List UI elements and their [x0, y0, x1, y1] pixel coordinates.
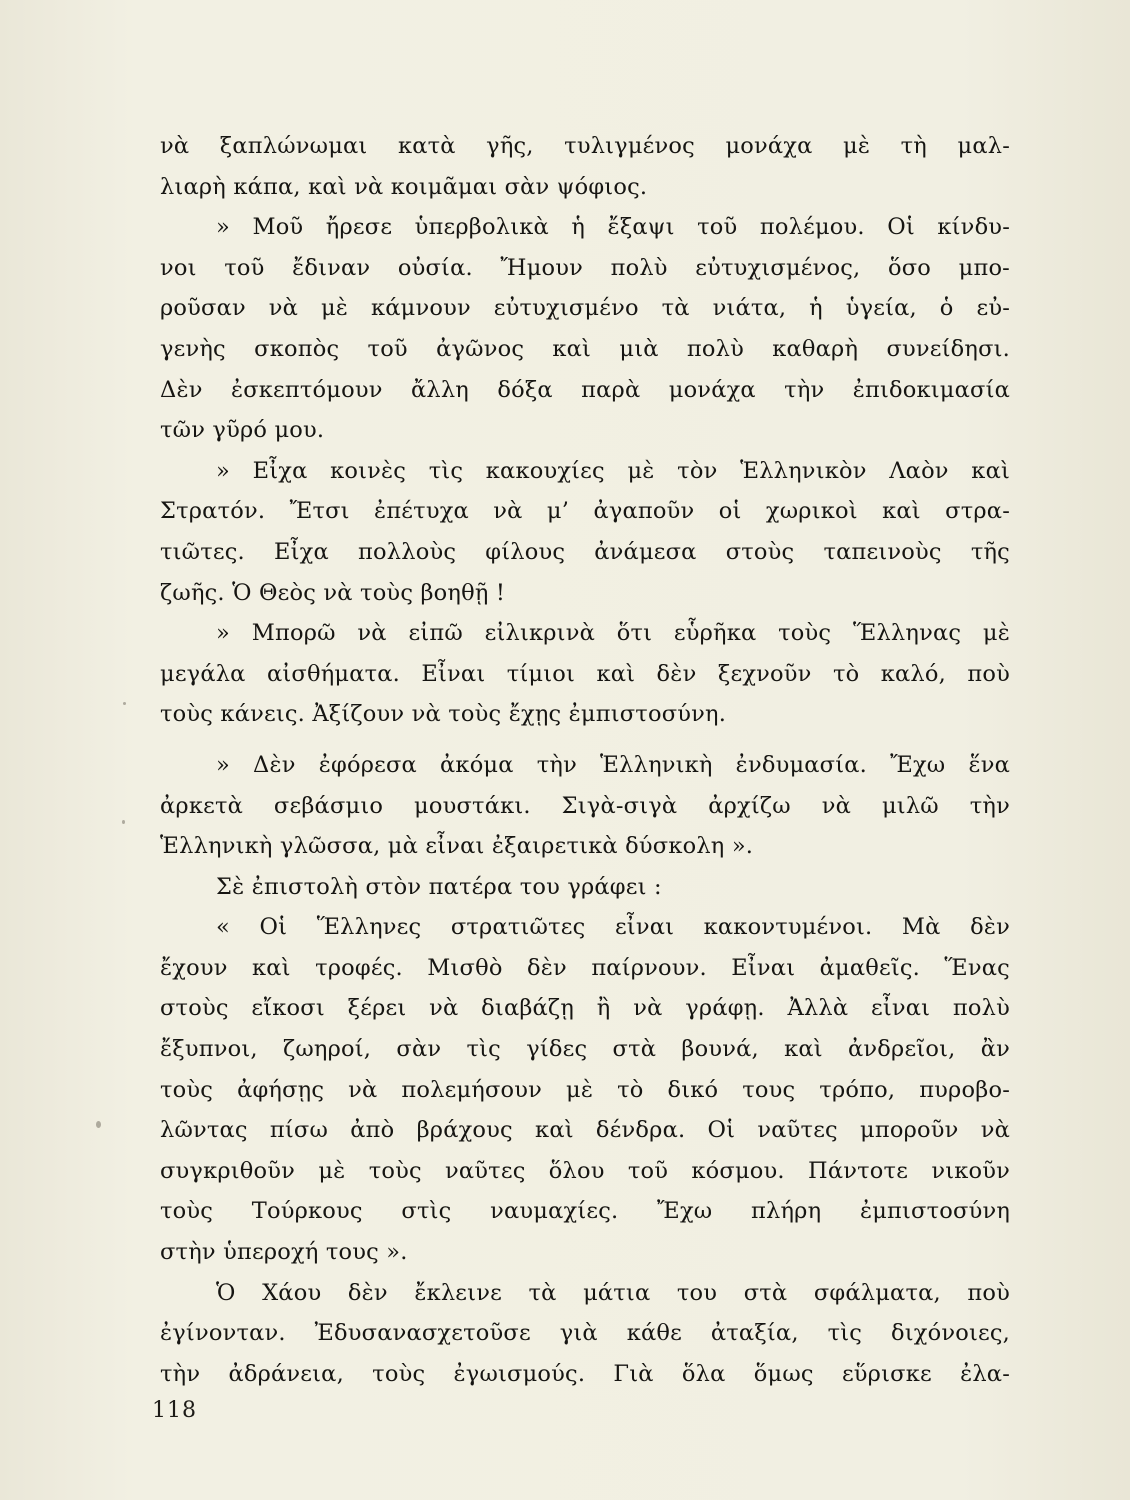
text-line: μεγάλα αἰσθήματα. Εἶναι τίμιοι καὶ δὲν ξεχνοῦν τὸ καλό, ποὺ: [160, 660, 1010, 687]
text-line: συγκριθοῦν μὲ τοὺς ναῦτες ὅλου τοῦ κόσμου. Πάντοτε νικοῦν: [160, 1157, 1010, 1184]
text-line: Σὲ ἐπιστολὴ στὸν πατέρα του γράφει :: [216, 873, 662, 900]
paper-speck: [123, 702, 126, 705]
text-line: τοὺς ἀφήσῃς νὰ πολεμήσουν μὲ τὸ δικό τους τρόπο, πυροβο-: [160, 1076, 1010, 1103]
text-line: Ἑλληνικὴ γλῶσσα, μὰ εἶναι ἐξαιρετικὰ δύσκολη ».: [160, 833, 754, 860]
text-line: ἀρκετὰ σεβάσμιο μουστάκι. Σιγὰ-σιγὰ ἀρχίζω νὰ μιλῶ τὴν: [160, 792, 1010, 819]
text-line: τοὺς Τούρκους στὶς ναυμαχίες. Ἔχω πλήρη ἐμπιστοσύνη: [160, 1198, 1010, 1225]
text-line: ἐγίνονταν. Ἐδυσανασχετοῦσε γιὰ κάθε ἀταξία, τὶς διχόνοιες,: [160, 1320, 1010, 1347]
text-line: » Εἶχα κοινὲς τὶς κακουχίες μὲ τὸν Ἑλληνικὸν Λαὸν καὶ: [216, 457, 1010, 484]
text-line: « Οἱ Ἕλληνες στρατιῶτες εἶναι κακοντυμένοι. Μὰ δὲν: [216, 914, 1010, 941]
paper-speck: [122, 820, 125, 824]
text-line: ἔξυπνοι, ζωηροί, σὰν τὶς γίδες στὰ βουνά, καὶ ἀνδρεῖοι, ἂν: [160, 1036, 1010, 1063]
text-line: ζωῆς. Ὁ Θεὸς νὰ τοὺς βοηθῇ !: [160, 579, 506, 606]
text-line: τὴν ἀδράνεια, τοὺς ἐγωισμούς. Γιὰ ὅλα ὅμως εὕρισκε ἐλα-: [160, 1360, 1010, 1387]
text-line: στὴν ὑπεροχή τους ».: [160, 1239, 408, 1266]
text-line: ροῦσαν νὰ μὲ κάμνουν εὐτυχισμένο τὰ νιάτα, ἡ ὑγεία, ὁ εὐ-: [160, 295, 1010, 322]
text-line: τῶν γῦρό μου.: [160, 417, 325, 444]
text-line: λιαρὴ κάπα, καὶ νὰ κοιμᾶμαι σὰν ψόφιος.: [160, 173, 648, 200]
text-line: γενὴς σκοπὸς τοῦ ἀγῶνος καὶ μιὰ πολὺ καθαρὴ συνείδησι.: [160, 335, 1010, 362]
text-line: » Μοῦ ἤρεσε ὑπερβολικὰ ἡ ἔξαψι τοῦ πολέμου. Οἱ κίνδυ-: [216, 214, 1010, 241]
text-line: στοὺς εἴκοσι ξέρει νὰ διαβάζῃ ἢ νὰ γράφῃ. Ἀλλὰ εἶναι πολὺ: [160, 995, 1010, 1022]
body-text: [160, 126, 1010, 1394]
text-line: » Δὲν ἐφόρεσα ἀκόμα τὴν Ἑλληνικὴ ἐνδυμασία. Ἔχω ἕνα: [216, 751, 1010, 778]
text-line: Δὲν ἐσκεπτόμουν ἄλλη δόξα παρὰ μονάχα τὴν ἐπιδοκιμασία: [160, 376, 1010, 403]
paper-speck: [96, 1121, 101, 1128]
text-line: » Μπορῶ νὰ εἰπῶ εἰλικρινὰ ὅτι εὗρῆκα τοὺς Ἕλληνας μὲ: [216, 620, 1010, 647]
page-number: 118: [152, 1398, 197, 1423]
text-line: τοὺς κάνεις. Ἀξίζουν νὰ τοὺς ἔχῃς ἐμπιστοσύνη.: [160, 701, 727, 728]
text-line: τιῶτες. Εἶχα πολλοὺς φίλους ἀνάμεσα στοὺς ταπεινοὺς τῆς: [160, 538, 1010, 565]
text-line: νοι τοῦ ἔδιναν οὐσία. Ἤμουν πολὺ εὐτυχισμένος, ὅσο μπο-: [160, 254, 1010, 281]
text-line: νὰ ξαπλώνωμαι κατὰ γῆς, τυλιγμένος μονάχα μὲ τὴ μαλ-: [160, 133, 1010, 159]
text-line: λῶντας πίσω ἀπὸ βράχους καὶ δένδρα. Οἱ ναῦτες μποροῦν νὰ: [160, 1117, 1010, 1144]
text-line: Στρατόν. Ἔτσι ἐπέτυχα νὰ μ’ ἀγαποῦν οἱ χωρικοὶ καὶ στρα-: [160, 498, 1010, 525]
text-line: ἔχουν καὶ τροφές. Μισθὸ δὲν παίρνουν. Εἶναι ἀμαθεῖς. Ἕνας: [160, 954, 1010, 981]
text-line: Ὁ Χάου δὲν ἔκλεινε τὰ μάτια του στὰ σφάλματα, ποὺ: [216, 1279, 1010, 1306]
